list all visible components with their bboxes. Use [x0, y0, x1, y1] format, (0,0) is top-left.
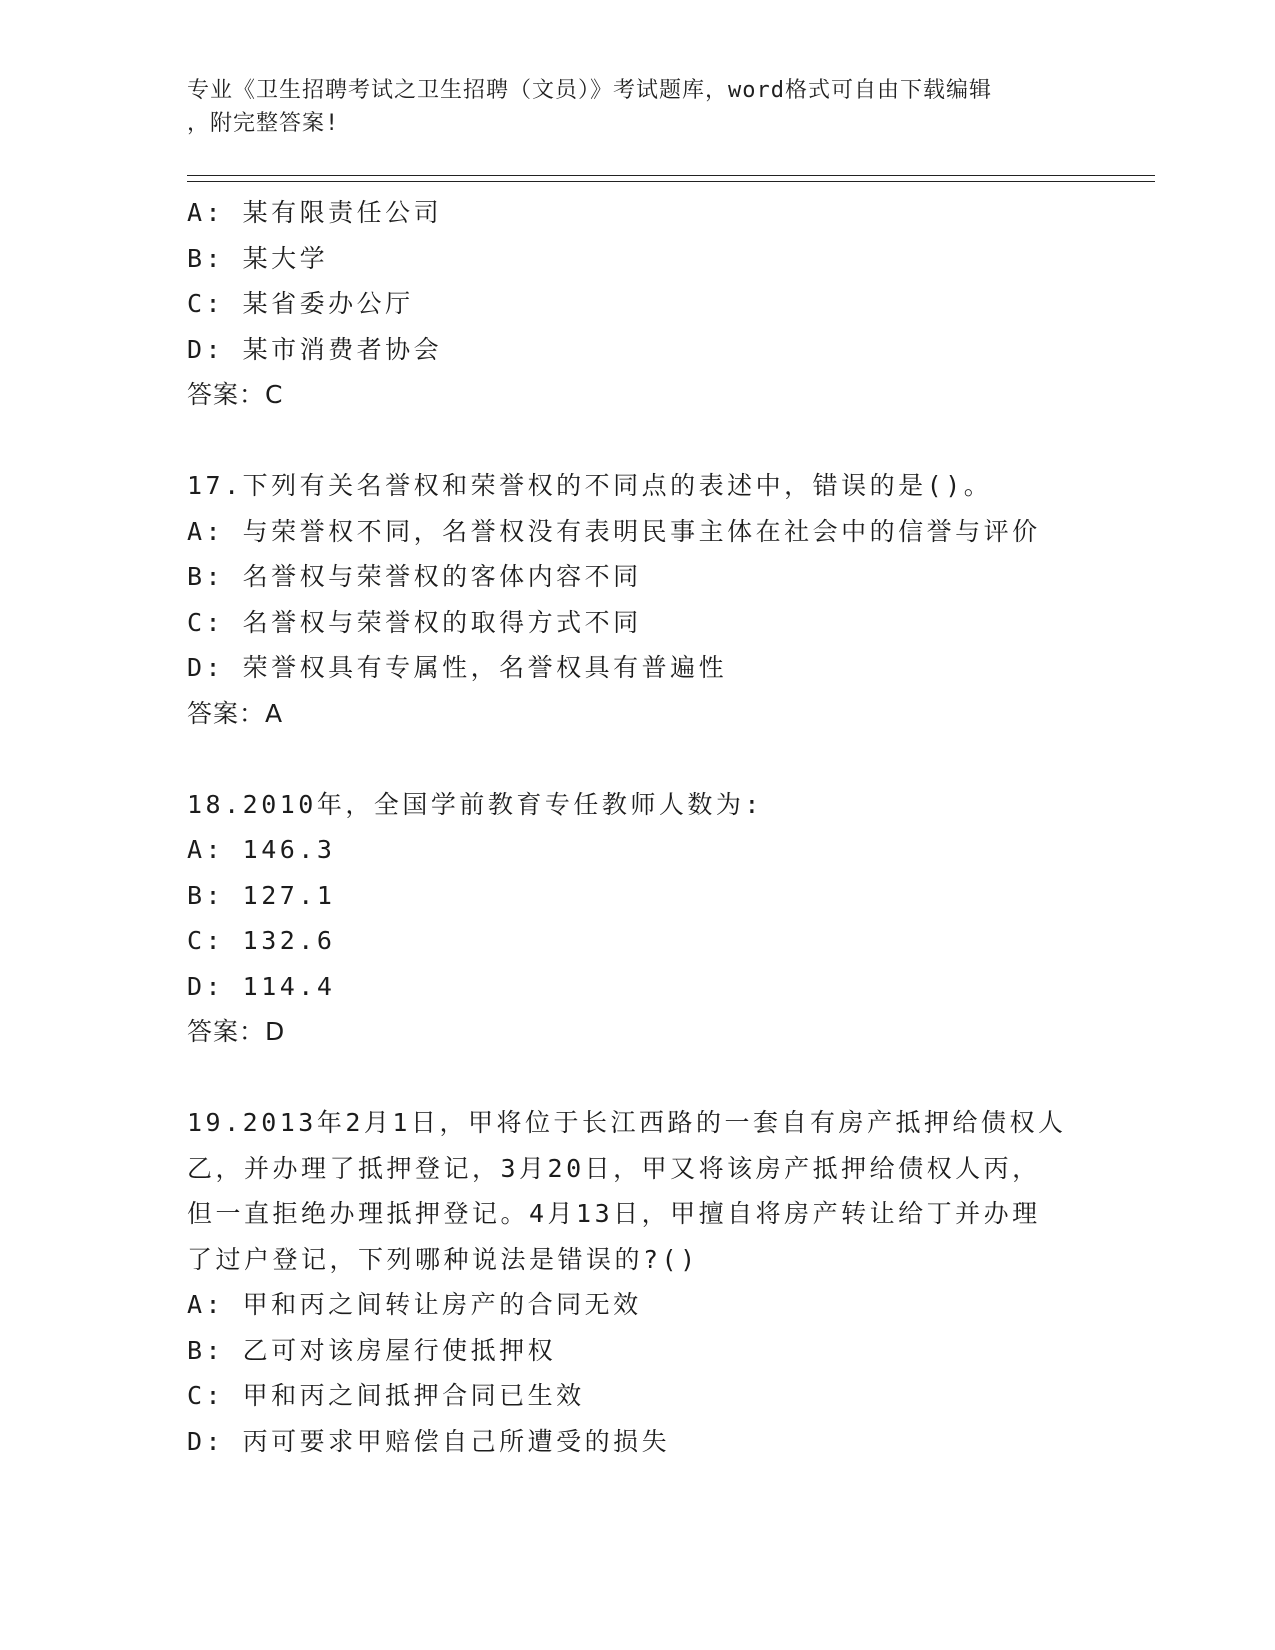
option-d: D: 丙可要求甲赔偿自己所遭受的损失	[187, 1426, 671, 1456]
question-stem-line: 乙，并办理了抵押登记，3月20日，甲又将该房产抵押给债权人丙，	[187, 1153, 1041, 1183]
question-18	[187, 782, 1087, 1055]
option-c: C: 甲和丙之间抵押合同已生效	[187, 1381, 585, 1410]
header-line-1: 专业《卫生招聘考试之卫生招聘（文员）》考试题库，word格式可自由下载编辑	[187, 78, 992, 103]
question-16	[187, 190, 1087, 418]
header-divider-bottom	[187, 181, 1155, 182]
question-stem: 18.2010年，全国学前教育专任教师人数为:	[187, 789, 763, 819]
option-a: A: 某有限责任公司	[187, 198, 443, 227]
question-19	[187, 1100, 1087, 1464]
option-b: B: 乙可对该房屋行使抵押权	[187, 1335, 557, 1365]
question-spacer	[187, 418, 1087, 464]
option-d: D: 荣誉权具有专属性，名誉权具有普遍性	[187, 653, 728, 682]
option-d: D: 114.4	[187, 971, 336, 1001]
option-b: B: 名誉权与荣誉权的客体内容不同	[187, 562, 642, 591]
header-divider-top	[187, 175, 1155, 176]
option-c: C: 某省委办公厅	[187, 289, 414, 318]
answer-line: 答案：C	[187, 380, 284, 409]
answer-line: 答案：A	[187, 698, 284, 728]
question-17	[187, 463, 1087, 736]
question-spacer	[187, 736, 1087, 782]
option-c: C: 名誉权与荣誉权的取得方式不同	[187, 607, 642, 637]
question-stem-line: 了过户登记，下列哪种说法是错误的?()	[187, 1244, 699, 1274]
option-b: B: 某大学	[187, 243, 329, 273]
option-b: B: 127.1	[187, 880, 336, 910]
question-stem-line: 但一直拒绝办理抵押登记。4月13日，甲擅自将房产转让给丁并办理	[187, 1199, 1041, 1228]
document-header	[187, 74, 1087, 140]
header-line-2: ，附完整答案!	[187, 111, 340, 136]
question-list	[187, 190, 1087, 1464]
option-a: A: 与荣誉权不同，名誉权没有表明民事主体在社会中的信誉与评价	[187, 516, 1041, 546]
option-d: D: 某市消费者协会	[187, 334, 443, 364]
option-c: C: 132.6	[187, 926, 336, 955]
question-spacer	[187, 1055, 1087, 1101]
question-stem-line: 19.2013年2月1日，甲将位于长江西路的一套自有房产抵押给债权人	[187, 1108, 1067, 1137]
option-a: A: 甲和丙之间转让房产的合同无效	[187, 1290, 642, 1319]
question-stem: 17.下列有关名誉权和荣誉权的不同点的表述中，错误的是()。	[187, 471, 993, 500]
option-a: A: 146.3	[187, 835, 336, 864]
answer-line: 答案：D	[187, 1017, 286, 1046]
